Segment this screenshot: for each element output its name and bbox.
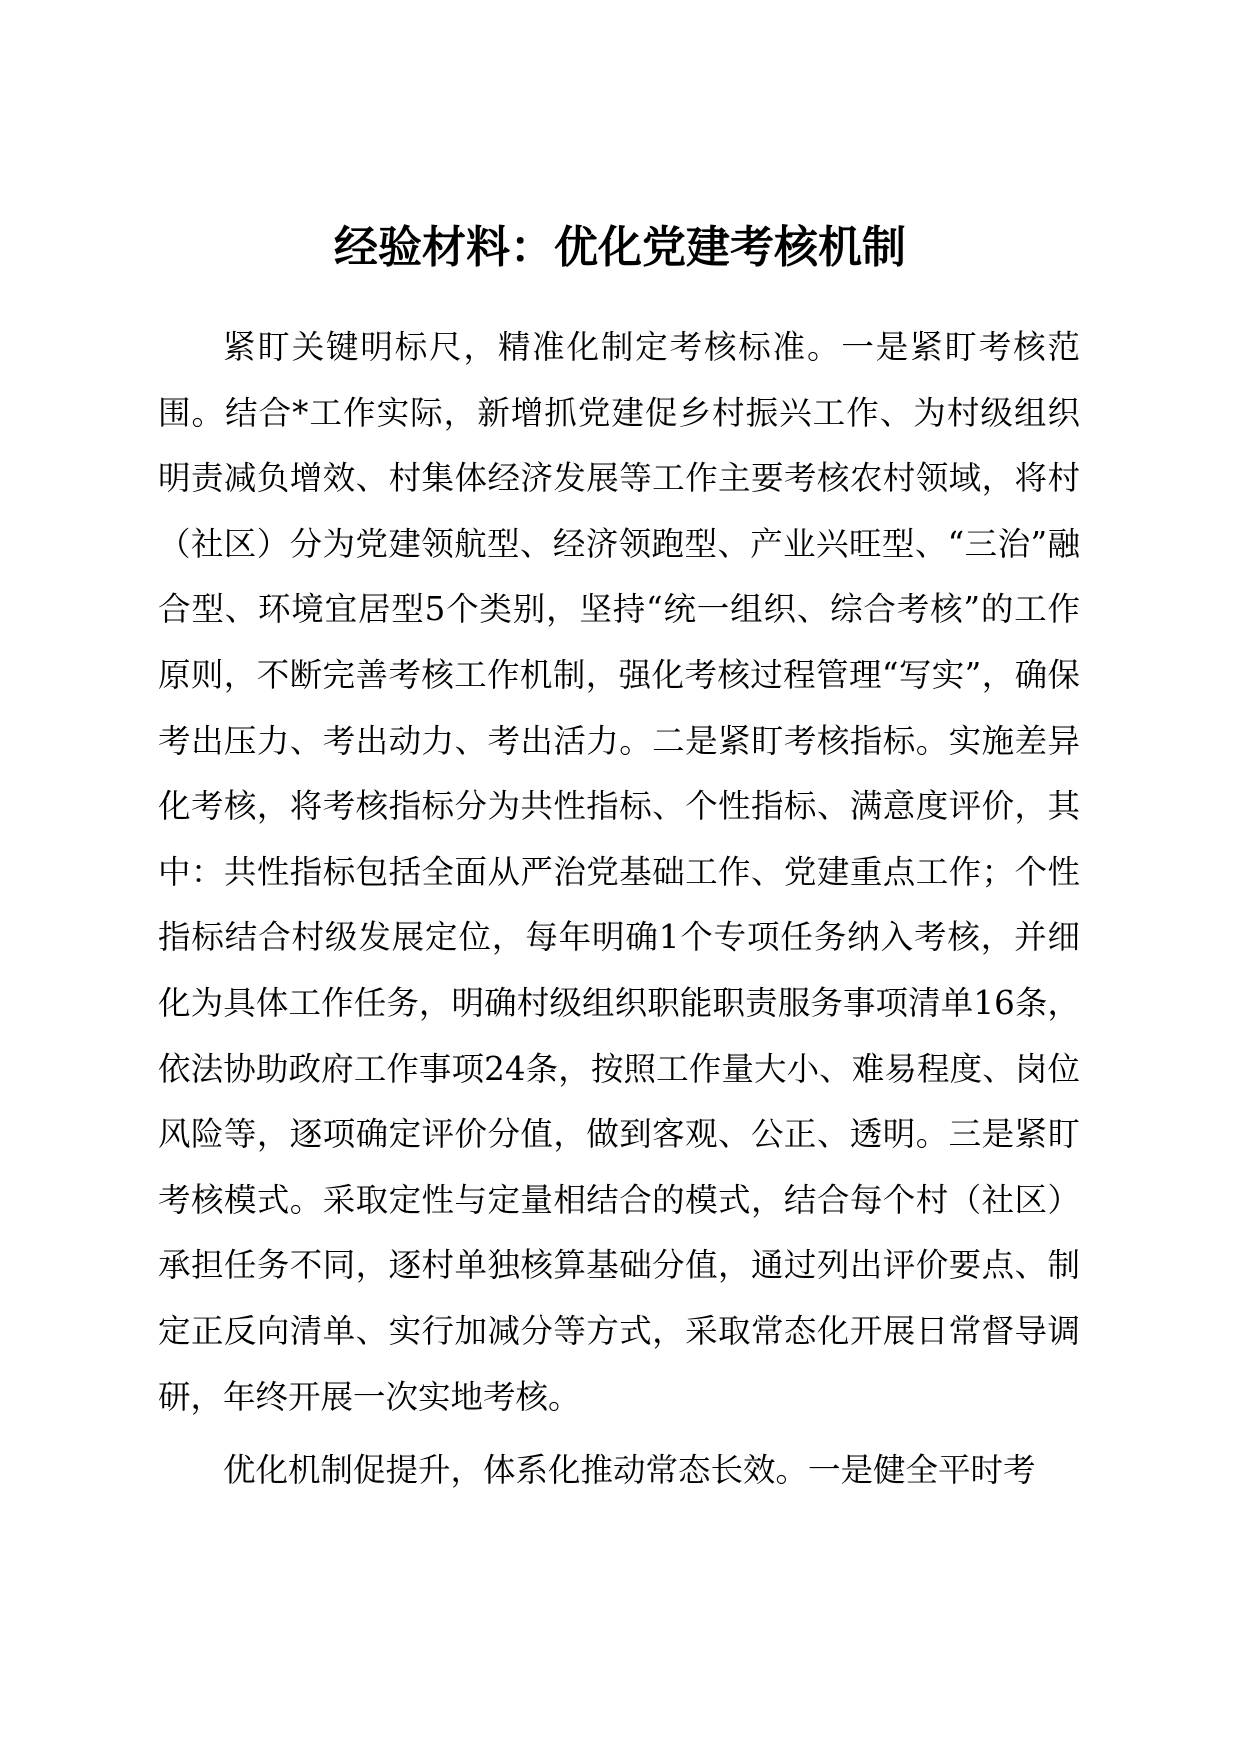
document-body	[158, 315, 1080, 1504]
document-title: 经验材料：优化党建考核机制	[334, 222, 906, 273]
paragraph-1: 紧盯关键明标尺，精准化制定考核标准。一是紧盯考核范围。结合*工作实际，新增抓党建促乡村振兴工作、为村级组织明责减负增效、村集体经济发展等工作主要考核农村领域，将村（社区）分为党建领航型、经济领跑型、产业兴旺型、“三治”融合型、环境宜居型5个类别，坚持“统一组织、综合考核”的工作原则，不断完善考核工作机制，强化考核过程管理“写实”，确保考出压力、考出动力、考出活力。二是紧盯考核指标。实施差异化考核，将考核指标分为共性指标、个性指标、满意度评价，其中：共性指标包括全面从严治党基础工作、党建重点工作；个性指标结合村级发展定位，每年明确1个专项任务纳入考核，并细化为具体工作任务，明确村级组织职能职责服务事项清单16条，依法协助政府工作事项24条，按照工作量大小、难易程度、岗位风险等，逐项确定评价分值，做到客观、公正、透明。三是紧盯考核模式。采取定性与定量相结合的模式，结合每个村（社区）承担任务不同，逐村单独核算基础分值，通过列出评价要点、制定正反向清单、实行加减分等方式，采取常态化开展日常督导调研，年终开展一次实地考核。	[158, 328, 1080, 1416]
paragraph-2: 优化机制促提升，体系化推动常态长效。一是健全平时考	[223, 1451, 1036, 1490]
